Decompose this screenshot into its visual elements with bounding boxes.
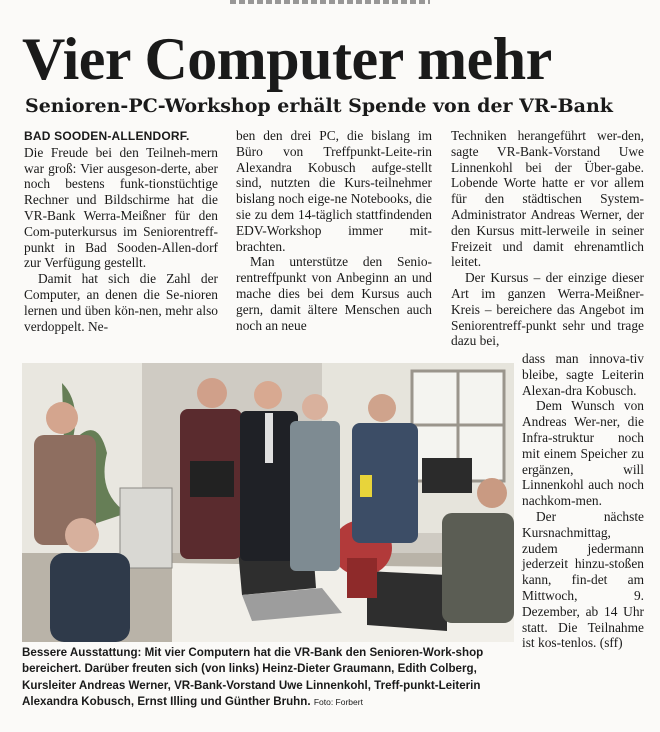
- dateline: BAD SOODEN-ALLENDORF.: [24, 129, 190, 143]
- article-paragraph: Damit hat sich die Zahl der Computer, an denen die Se-nioren lernen und üben kön-nen, mehr also verdoppelt. Ne-: [24, 271, 218, 334]
- article-column-3: [451, 128, 644, 349]
- article-paragraph: Der nächste Kursnachmittag, zudem jedermann jederzeit hinzu-stoßen kann, fin-det am Mittwoch, 9. Dezember, ab 14 Uhr statt. Die Teilnahme ist kos-tenlos. (sff): [522, 508, 644, 651]
- article-paragraph: Dem Wunsch von Andreas Wer-ner, die Infra-struktur noch mit einem Speicher zu ergänzen, will Linnenkohl auch noch nachkom-men.: [522, 398, 644, 509]
- article-paragraph: ben den drei PC, die bislang im Büro von Treffpunkt-Leite-rin Alexandra Kobusch aufge-stellt sind, nutzten die Kurs-teilnehmer bislang noch eige-ne Notebooks, die sie zu dem 14-täglich stattfindenden EDV-Workshop immer mit-brachten.: [236, 128, 432, 254]
- headline: Vier Computer mehr: [22, 26, 552, 92]
- article-column-1: [24, 128, 218, 334]
- photo-credit: Foto: Forbert: [313, 697, 363, 708]
- article-paragraph: Man unterstütze den Senio-rentreffpunkt von Anbeginn an und mache dies bei dem Kursus auch gern, damit ältere Menschen auch noch an neue: [236, 254, 432, 333]
- photo-caption: [22, 645, 516, 711]
- group-photo-illustration: [22, 363, 514, 642]
- article-paragraph: Der Kursus – der einzige dieser Art im ganzen Werra-Meißner-Kreis – bereichere das Angebot im Seniorentreff-punkt sehr und trage dazu bei,: [451, 270, 644, 349]
- clipped-text-fragment: [230, 0, 430, 6]
- article-paragraph: dass man innova-tiv bleibe, sagte Leiterin Alexan-dra Kobusch.: [522, 351, 644, 398]
- article-paragraph: Techniken herangeführt wer-den, sagte VR-Bank-Vorstand Uwe Linnenkohl bei der Über-gabe. Lobende Worte hatte er vor allem für den städtischen System-Administrator Andreas Werner, der den Kursus mitt-lerweile in seiner Freizeit und damit ehrenamtlich leitet.: [451, 128, 644, 270]
- article-column-2: [236, 128, 432, 333]
- subheadline: Senioren-PC-Workshop erhält Spende von der VR-Bank: [25, 95, 613, 117]
- group-photo: [22, 363, 514, 642]
- article-paragraph: [24, 128, 218, 271]
- article-column-3-continued: [522, 351, 644, 651]
- paragraph-text: Die Freude bei den Teilneh-mern war groß: Vier ausgeson-derte, aber noch bestens funk-tionstüchtige Rechner und Bildschirme hat die VR-Bank Werra-Meißner für den Com-puterkursus im Seniorentreff-punkt in Bad Sooden-Allen-dorf zur Verfügung gestellt.: [24, 144, 218, 271]
- caption-text: Bessere Ausstattung: Mit vier Computern hat die VR-Bank den Senioren-Work-shop bereichert. Darüber freuten sich (von links) Heinz-Dieter Graumann, Edith Colberg, Kursleiter Andreas Werner, VR-Bank-Vorstand Uwe Linnenkohl, Treff-punkt-Leiterin Alexandra Kobusch, Ernst Illing und Günther Bruhn.: [22, 646, 484, 709]
